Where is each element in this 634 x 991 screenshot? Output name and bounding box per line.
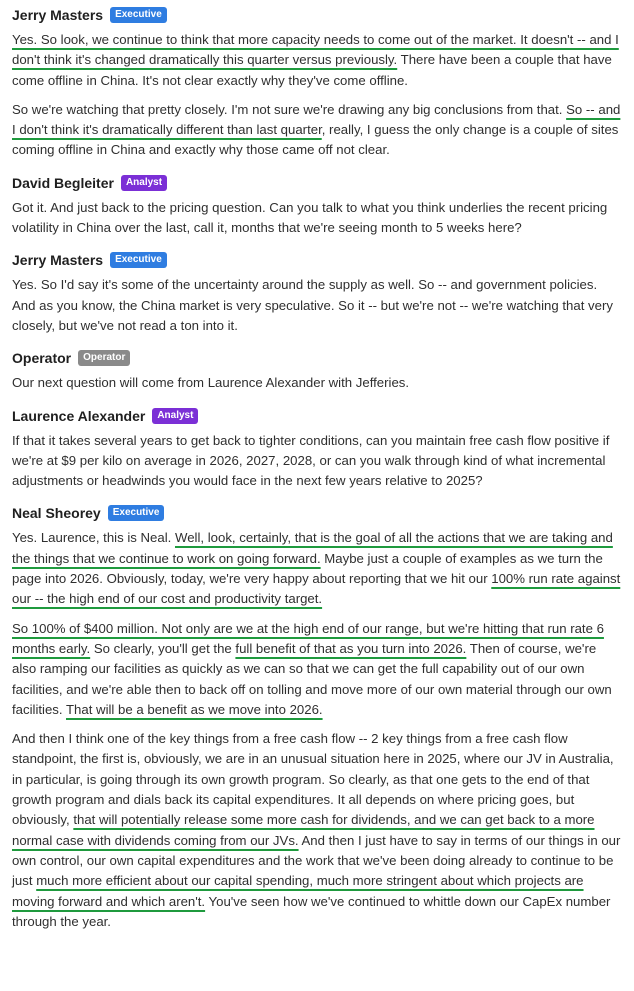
role-badge: Executive [110, 252, 167, 268]
transcript-paragraph [12, 431, 622, 492]
speaker-block [12, 172, 622, 239]
speaker-name: Neal Sheorey [12, 505, 101, 522]
highlighted-text: 100% run rate against our -- the high end of our cost and productivity target. [12, 571, 621, 607]
speaker-name: Laurence Alexander [12, 407, 146, 424]
role-badge: Executive [110, 7, 167, 23]
role-badge: Analyst [121, 175, 167, 191]
speaker-name: Operator [12, 350, 72, 367]
text-segment: Then of course, we're also ramping our facilities as quickly as we can so that we can get the full capability out of our own facilities, and we're able then to back off on tolling and move more of our own material through our own facilities. [12, 640, 612, 717]
text-segment: So we're watching that pretty closely. I'm not sure we're drawing any big conclusions from that. [12, 101, 567, 117]
speaker-name: Jerry Masters [12, 7, 104, 23]
speaker-header [12, 347, 622, 369]
highlighted-text: So 100% of $400 million. Not only are we at the high end of our range, but we're hitting that run rate 6 months early. [12, 620, 604, 656]
text-segment: Got it. And just back to the pricing question. Can you talk to what you think underlies the recent pricing volatility in China over the last, call it, months that we're seeing month to 5 weeks here? [12, 199, 608, 236]
text-segment: Our next question will come from Laurence Alexander with Jefferies. [12, 375, 410, 391]
transcript-paragraph [12, 275, 622, 336]
text-segment: And then I just have to say in terms of our things in our own control, our own capital expenditures and the work that we've been doing already to continue to be just [12, 832, 621, 889]
text-segment: , really, I guess the only change is a couple of sites coming offline in China and exactly why those came off not clear. [12, 122, 619, 158]
transcript-paragraph [12, 198, 622, 239]
speaker-header [12, 502, 622, 524]
text-segment: There have been a couple that have come offline in China. It's not clear exactly why they've come offline. [12, 52, 612, 88]
highlighted-text: So -- and I don't think it's dramatically different than last quarter [12, 101, 621, 138]
speaker-header [12, 172, 622, 194]
speaker-block [12, 4, 622, 161]
transcript-paragraph [12, 373, 622, 393]
speaker-header [12, 4, 622, 26]
text-segment: Maybe just a couple of examples as we turn the page into 2026. Obviously, today, we're very happy about reporting that we hit our [12, 550, 603, 587]
text-segment: If that it takes several years to get back to tighter conditions, can you maintain free cash flow positive if we're at $9 per kilo on average in 2026, 2027, 2028, or can you walk through kind of what incremental adjustments or headwinds you would face in the next few years relative to 2025? [12, 432, 610, 489]
speaker-name: David Begleiter [12, 174, 114, 191]
highlighted-text: much more efficient about our capital spending, much more stringent about which projects are moving forward and which aren't. [12, 873, 584, 909]
text-segment: Yes. So I'd say it's some of the uncertainty around the supply as well. So -- and government policies. And as you know, the China market is very speculative. So it -- but we're not -- we're watching that very closely, but we've not read a ton into it. [12, 277, 613, 333]
text-segment: Yes. Laurence, this is Neal. [12, 530, 175, 546]
transcript-paragraph [12, 30, 622, 91]
text-segment: And then I think one of the key things from a free cash flow -- 2 key things from a free cash flow standpoint, the first is, obviously, we are in an unusual situation here in 2025, where our JV in Australia, in particular, is going through its own growth program. So clearly, as that one gets to the end of that growth program and dials back its capital expenditures. It all depends on where pricing goes, but obviously, [12, 731, 614, 828]
role-badge: Analyst [152, 408, 198, 424]
role-badge: Operator [78, 350, 130, 366]
transcript-paragraph [12, 619, 622, 720]
highlighted-text: Yes. So look, we continue to think that more capacity needs to come out of the market. It doesn't -- and I don't think it's changed dramatically this quarter versus previously. [12, 32, 619, 68]
speaker-name: Jerry Masters [12, 252, 104, 269]
text-segment: You've seen how we've continued to whittle down our CapEx number through the year. [12, 893, 611, 929]
transcript-paragraph [12, 100, 622, 161]
text-segment: So clearly, you'll get the [90, 640, 236, 656]
transcript-paragraph [12, 729, 622, 932]
highlighted-text: That will be a benefit as we move into 2026. [66, 701, 323, 717]
speaker-block [12, 347, 622, 393]
highlighted-text: that will potentially release some more cash for dividends, and we can get back to a more normal case with dividends coming from our JVs. [12, 812, 595, 848]
highlighted-text: full benefit of that as you turn into 2026. [235, 640, 467, 656]
speaker-header [12, 405, 622, 427]
highlighted-text: Well, look, certainly, that is the goal of all the actions that we are taking and the things that we continue to work on going forward. [12, 530, 613, 566]
transcript-paragraph [12, 528, 622, 609]
speaker-header [12, 249, 622, 271]
speaker-block [12, 405, 622, 492]
speaker-block [12, 249, 622, 336]
role-badge: Executive [108, 505, 165, 521]
speaker-block [12, 502, 622, 932]
